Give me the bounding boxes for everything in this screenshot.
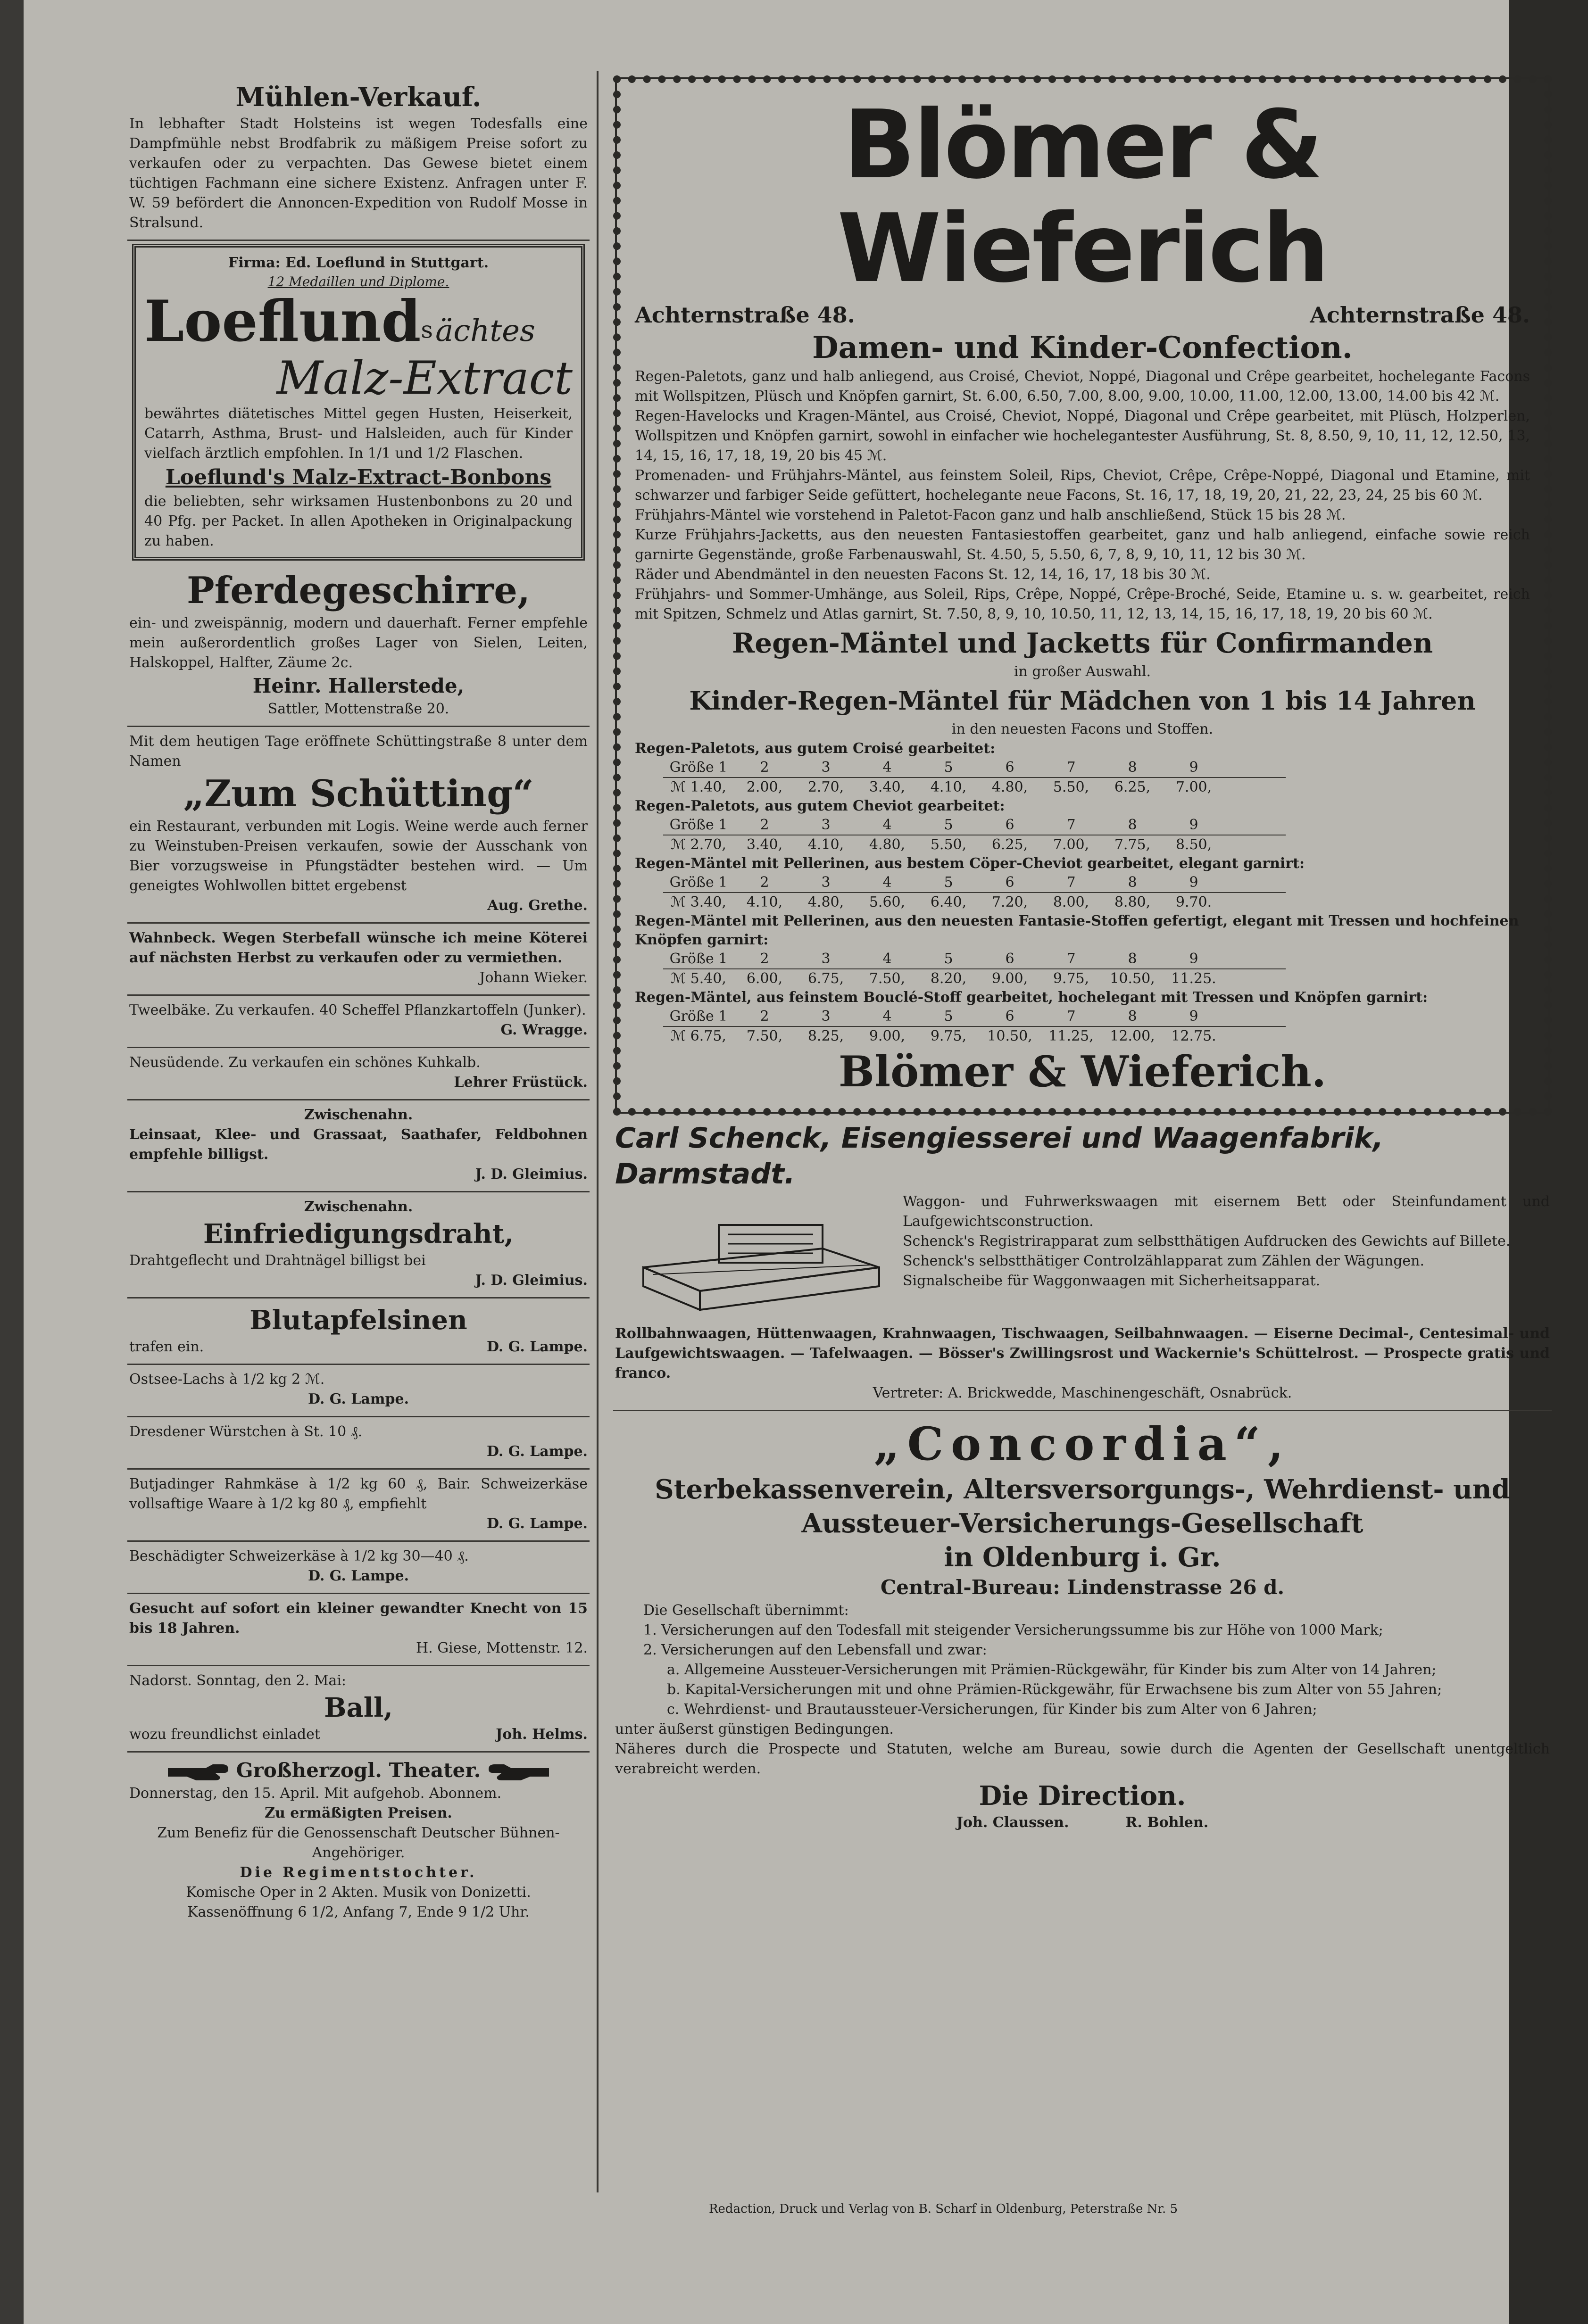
ad-row: [129, 1725, 588, 1745]
price-cell: 6.25,: [991, 836, 1028, 853]
price-table-label: Regen-Mäntel mit Pellerinen, aus den neuesten Fantasie-Stoffen gefertigt, elegant mit Tressen und hochfeinen Knöpfen garnirt:: [635, 913, 1519, 948]
ad-item: 1. Versicherungen auf den Todesfall mit steigender Versicherungssumme bis zur Höhe von 1000 Mark;: [643, 1622, 1383, 1638]
ad-text: Beschädigter Schweizerkäse à 1/2 kg 30—40 ₰.: [129, 1548, 469, 1564]
ad-lachs: [127, 1365, 590, 1417]
ad-neusuedende: [127, 1048, 590, 1100]
price-cell: 7.20,: [991, 894, 1028, 910]
size-cell: 6: [1005, 951, 1014, 967]
price-cell: 11.25.: [1171, 970, 1216, 987]
price-table-label: Regen-Mäntel, aus feinstem Bouclé-Stoff gearbeitet, hochelegant mit Tressen und Knöpfen garnirt:: [635, 989, 1428, 1006]
theater-line: Donnerstag, den 15. April. Mit aufgehob. Abonnem.: [129, 1785, 502, 1802]
address-right: Achternstraße 48.: [1310, 302, 1530, 328]
size-cell: 9: [1189, 951, 1198, 967]
size-cell: 8: [1128, 951, 1137, 967]
ad-kaese2: [127, 1542, 590, 1594]
ad-title: Pferdegeschirre,: [187, 569, 530, 612]
theater-line: Zu ermäßigten Preisen.: [265, 1805, 452, 1821]
ad-blutapfel: [127, 1298, 590, 1365]
ad-text: bewährtes diätetisches Mittel gegen Husten, Heiserkeit, Catarrh, Asthma, Brust- und Halsleiden, auch für Kinder vielfach ärztlich empfohlen. In 1/1 und 1/2 Flaschen.: [144, 405, 573, 462]
price-cell: 7.50,: [746, 1028, 783, 1044]
size-cell: Größe 1: [669, 759, 728, 776]
ad-bloemer-wieferich: [613, 75, 1552, 1116]
section-title: Damen- und Kinder-Confection.: [812, 330, 1353, 365]
size-cell: 4: [882, 951, 892, 967]
size-cell: 9: [1189, 1008, 1198, 1025]
size-cell: 2: [760, 951, 769, 967]
ad-firma: Firma: Ed. Loeflund in Stuttgart.: [228, 255, 489, 271]
price-cell: 8.25,: [807, 1028, 844, 1044]
ad-sig: D. G. Lampe.: [486, 1515, 588, 1532]
ad-text: Dresdener Würstchen à St. 10 ₰.: [129, 1423, 363, 1440]
ad-sig: H. Giese, Mottenstr. 12.: [416, 1640, 588, 1656]
ad-text: die beliebten, sehr wirksamen Hustenbonbons zu 20 und 40 Pfg. per Packet. In allen Apotheken in Originalpackung zu haben.: [144, 493, 573, 549]
ad-sig: Johann Wieker.: [479, 969, 588, 986]
size-cell: 3: [821, 759, 831, 776]
ad-place: Zwischenahn.: [304, 1199, 413, 1215]
ad-text: Wahnbeck. Wegen Sterbefall wünsche ich meine Köterei auf nächsten Herbst zu verkaufen oder zu vermiethen.: [129, 930, 588, 966]
ad-medals: 12 Medaillen und Diplome.: [267, 274, 449, 289]
ad-addr: Sattler, Mottenstraße 20.: [267, 701, 449, 717]
ad-title: „Concordia“,: [873, 1417, 1291, 1471]
price-cell: 6.00,: [746, 970, 783, 987]
pointing-hand-icon: [168, 1762, 229, 1781]
size-cell: Größe 1: [669, 817, 728, 833]
size-cell: 7: [1066, 874, 1076, 891]
price-cell: 7.75,: [1114, 836, 1151, 853]
ad-name: Heinr. Hallerstede,: [252, 674, 465, 697]
size-cell: 2: [760, 817, 769, 833]
price-table: [635, 797, 1530, 854]
ad-title: Carl Schenck, Eisengiesserei und Waagenfabrik, Darmstadt.: [615, 1122, 1384, 1191]
size-cell: 3: [821, 1008, 831, 1025]
ad-subitem: b. Kapital-Versicherungen mit und ohne Prämien-Rückgewähr, für Erwachsene bis zum Alter von 55 Jahren;: [667, 1681, 1442, 1698]
item-entry: Regen-Havelocks und Kragen-Mäntel, aus Croisé, Cheviot, Noppé, Diagonal und Crêpe gearbeitet, mit Plüsch, Holzperlen, Wollspitzen und Knöpfen garnirt, sowohl in einfacher wie hochelegantester Ausführung, St. 8, 8.50, 9, 10, 11, 12, 12.50, 13, 14, 15, 16, 17, 18, 19, 20 bis 45 ℳ.: [635, 408, 1530, 464]
ad-sig: D. G. Lampe.: [308, 1568, 409, 1584]
size-cell: 3: [821, 874, 831, 891]
price-cell: 4.10,: [746, 894, 783, 910]
size-cell: 2: [760, 874, 769, 891]
ad-text: ein Restaurant, verbunden mit Logis. Weine werde auch ferner zu Weinstuben-Preisen verkaufen, sowie der Ausschank von Bier vorzugsweise in Pfungstädter bestehen wird. — Um geneigtes Wohlwollen bittet ergebenst: [129, 818, 588, 894]
ad-title: Einfriedigungsdraht,: [203, 1218, 514, 1249]
size-cell: 5: [944, 1008, 953, 1025]
ad-subitem: a. Allgemeine Aussteuer-Versicherungen mit Prämien-Rückgewähr, für Kinder bis zum Alter von 14 Jahren;: [667, 1662, 1437, 1678]
column-divider: [597, 71, 599, 2192]
ad-subtitle: Sterbekassenverein, Altersversorgungs-, Wehrdienst- und: [655, 1474, 1510, 1505]
scale-illustration-icon: [624, 1197, 889, 1319]
ad-signatures: [615, 1813, 1550, 1833]
size-cell: 4: [882, 1008, 892, 1025]
size-cell: Größe 1: [669, 951, 728, 967]
ad-sig: Aug. Grethe.: [487, 897, 588, 914]
price-cell: 4.10,: [807, 836, 844, 853]
confirm-title: Regen-Mäntel und Jacketts für Confirmanden: [732, 627, 1433, 659]
price-cell: 5.60,: [869, 894, 906, 910]
price-table-sizes: [663, 1007, 1530, 1026]
price-table-sizes: [663, 816, 1530, 835]
price-cell: 3.40,: [869, 779, 906, 795]
item-list: [635, 367, 1530, 624]
ad-sig: J. D. Gleimius.: [475, 1166, 588, 1183]
size-cell: 9: [1189, 817, 1198, 833]
ad-address: [635, 301, 1530, 329]
ad-row: [129, 1337, 588, 1357]
ad-item: 2. Versicherungen auf den Lebensfall und zwar:: [643, 1642, 987, 1658]
item-entry: Räder und Abendmäntel in den neuesten Facons St. 12, 14, 16, 17, 18 bis 30 ℳ.: [635, 566, 1211, 583]
size-cell: 6: [1005, 759, 1014, 776]
price-table-prices: [663, 777, 1286, 797]
price-table-sizes: [663, 758, 1530, 777]
brand-sup: s: [421, 316, 433, 344]
price-cell: 4.80,: [869, 836, 906, 853]
ad-text: ein- und zweispännig, modern und dauerhaft. Ferner empfehle mein außerordentlich großes Lager von Sielen, Leiten, Halskoppel, Halfter, Zäume 2c.: [129, 615, 588, 671]
ad-ball: [127, 1666, 590, 1753]
size-cell: 7: [1066, 951, 1076, 967]
size-cell: 3: [821, 951, 831, 967]
price-cell: ℳ 3.40,: [671, 894, 726, 910]
theater-play: Die Regimentstochter.: [240, 1864, 477, 1881]
ad-intro: Die Gesellschaft übernimmt:: [643, 1602, 849, 1619]
price-cell: 12.75.: [1171, 1028, 1216, 1044]
ad-text: Schenck's Registrirapparat zum selbstthätigen Aufdrucken des Gewichts auf Billete.: [903, 1233, 1511, 1249]
ad-wuerstchen: [127, 1417, 590, 1470]
ad-sig: G. Wragge.: [500, 1022, 588, 1038]
price-cell: 7.00,: [1053, 836, 1089, 853]
size-cell: 5: [944, 874, 953, 891]
ad-text: Rollbahnwaagen, Hüttenwaagen, Krahnwaagen, Tischwaagen, Seilbahnwaagen. — Eiserne Decimal-, Centesimal- und Laufgewichtswaagen. — Tafelwaagen. — Bösser's Zwillingsrost und Wackernie's Schüttelrost. — Prospecte gratis und franco.: [615, 1325, 1550, 1381]
size-cell: 7: [1066, 759, 1076, 776]
size-cell: 2: [760, 1008, 769, 1025]
size-cell: 2: [760, 759, 769, 776]
price-cell: 5.50,: [930, 836, 967, 853]
price-table-prices: [663, 1026, 1286, 1046]
price-cell: 4.80,: [991, 779, 1028, 795]
ad-place: Zwischenahn.: [304, 1107, 413, 1123]
ad-bureau: Central-Bureau: Lindenstrasse 26 d.: [880, 1576, 1285, 1599]
price-table-prices: [663, 968, 1286, 988]
size-cell: 4: [882, 759, 892, 776]
size-cell: 8: [1128, 817, 1137, 833]
price-cell: 10.50,: [987, 1028, 1032, 1044]
ad-sig: D. G. Lampe.: [486, 1443, 588, 1460]
size-cell: 6: [1005, 817, 1014, 833]
size-cell: 8: [1128, 874, 1137, 891]
ad-loeflund: [132, 244, 585, 561]
price-cell: ℳ 5.40,: [671, 970, 726, 987]
size-cell: 5: [944, 759, 953, 776]
size-cell: 4: [882, 874, 892, 891]
theater-line: Kassenöffnung 6 1/2, Anfang 7, Ende 9 1/2 Uhr.: [187, 1904, 530, 1920]
ad-tweelbaeke: [127, 996, 590, 1048]
item-entry: Kurze Frühjahrs-Jacketts, aus den neuesten Fantasiestoffen gearbeitet, ganz und halb anliegend, einfache sowie reich garnirte Gegenstände, große Farbenauswahl, St. 4.50, 5, 5.50, 6, 7, 8, 9, 10, 11, 12 bis 30 ℳ.: [635, 527, 1530, 563]
price-table: [635, 912, 1530, 988]
price-table-label: Regen-Paletots, aus gutem Croisé gearbeitet:: [635, 740, 996, 757]
price-cell: 8.50,: [1175, 836, 1212, 853]
price-table: [635, 854, 1530, 912]
left-column: [127, 75, 590, 1929]
ad-text: Schenck's selbstthätiger Controlzählapparat zum Zählen der Wägungen.: [903, 1253, 1425, 1269]
ad-text: In lebhafter Stadt Holsteins ist wegen Todesfalls eine Dampfmühle nebst Brodfabrik zu mäßigem Preise sofort zu verkaufen oder zu verpachten. Das Gewese bietet einem tüchtigen Fachmann eine sichere Existenz. Anfragen unter F. W. 59 befördert die Annoncen-Expedition von Rudolf Mosse in Stralsund.: [129, 116, 588, 231]
ad-title: Blutapfelsinen: [249, 1305, 467, 1336]
item-entry: Frühjahrs- und Sommer-Umhänge, aus Soleil, Rips, Crêpe, Noppé, Crêpe-Broché, Seide, Etamine u. s. w. gearbeitet, reich mit Spitzen, Schmelz und Atlas garnirt, St. 7.50, 8, 9, 10, 10.50, 11, 12, 13, 14, 15, 16, 17, 18, 19, 20 bis 60 ℳ.: [635, 586, 1530, 622]
size-cell: 6: [1005, 874, 1014, 891]
price-cell: 12.00,: [1110, 1028, 1155, 1044]
price-cell: 2.00,: [746, 779, 783, 795]
ad-kaese: [127, 1470, 590, 1542]
price-cell: 3.40,: [746, 836, 783, 853]
size-cell: 4: [882, 817, 892, 833]
price-cell: ℳ 6.75,: [671, 1028, 726, 1044]
product-name: Malz-Extract: [276, 352, 573, 405]
ad-schenck: [613, 1116, 1552, 1411]
size-cell: 9: [1189, 759, 1198, 776]
price-cell: 10.50,: [1110, 970, 1155, 987]
ad-text: Drahtgeflecht und Drahtnägel billigst bei: [129, 1252, 426, 1269]
address-left: Achternstraße 48.: [635, 302, 855, 328]
ad-theater: [127, 1753, 590, 1929]
ad-text: Tweelbäke. Zu verkaufen. 40 Scheffel Pflanzkartoffeln (Junker).: [129, 1002, 586, 1018]
ad-sig: Joh. Claussen.: [956, 1814, 1069, 1831]
brand-echt: ächtes: [435, 314, 535, 348]
item-entry: Frühjahrs-Mäntel wie vorstehend in Paletot-Facon ganz und halb anschließend, Stück 15 bis 28 ℳ.: [635, 507, 1346, 523]
ad-concordia: [613, 1411, 1552, 1839]
theater-title: Großherzogl. Theater.: [236, 1759, 481, 1782]
ad-more: Näheres durch die Prospecte und Statuten, welche am Bureau, sowie durch die Agenten der Gesellschaft unentgeltlich verabreicht werden.: [615, 1741, 1550, 1777]
kinder-sub: in den neuesten Facons und Stoffen.: [951, 721, 1214, 737]
ad-text: Gesucht auf sofort ein kleiner gewandter Knecht von 15 bis 18 Jahren.: [129, 1600, 588, 1637]
ad-sig: R. Bohlen.: [1125, 1814, 1209, 1831]
price-cell: 8.80,: [1114, 894, 1151, 910]
item-entry: Regen-Paletots, ganz und halb anliegend, aus Croisé, Cheviot, Noppé, Diagonal und Crêpe gearbeitet, hochelegante Facons mit Wollspitzen, Plüsch und Knöpfen garnirt, St. 6.00, 6.50, 7.00, 8.00, 9.00, 10.00, 11.00, 12.00, 13.00, 14.00 bis 42 ℳ.: [635, 368, 1530, 405]
ad-sig: Lehrer Früstück.: [454, 1074, 588, 1091]
theater-line: Komische Oper in 2 Akten. Musik von Donizetti.: [186, 1884, 531, 1901]
price-cell: 4.10,: [930, 779, 967, 795]
ad-sig: D. G. Lampe.: [308, 1391, 409, 1407]
price-table-label: Regen-Paletots, aus gutem Cheviot gearbeitet:: [635, 798, 1005, 814]
ad-signature: Blömer & Wieferich.: [838, 1047, 1327, 1097]
ad-zwischenahn-saat: [127, 1100, 590, 1192]
price-cell: 7.50,: [869, 970, 906, 987]
ad-knecht: [127, 1594, 590, 1666]
price-table-sizes: [663, 950, 1530, 968]
right-column: [613, 75, 1552, 1839]
price-cell: 6.75,: [807, 970, 844, 987]
price-table-sizes: [663, 873, 1530, 892]
size-cell: 8: [1128, 759, 1137, 776]
price-cell: 2.70,: [807, 779, 844, 795]
ad-sig: Joh. Helms.: [496, 1726, 588, 1743]
ad-text: Ostsee-Lachs à 1/2 kg 2 ℳ.: [129, 1371, 325, 1388]
price-tables: [635, 739, 1530, 1046]
confirm-sub: in großer Auswahl.: [1014, 663, 1151, 680]
price-cell: 9.75,: [1053, 970, 1089, 987]
ad-text: trafen ein.: [129, 1339, 204, 1355]
size-cell: 9: [1189, 874, 1198, 891]
ad-text: Signalscheibe für Waggonwaagen mit Sicherheitsapparat.: [903, 1273, 1321, 1289]
price-cell: 9.00,: [991, 970, 1028, 987]
price-cell: 8.20,: [930, 970, 967, 987]
ad-title: „Zum Schütting“: [183, 772, 534, 815]
ad-muehle: [127, 75, 590, 241]
ad-text: Leinsaat, Klee- und Grassaat, Saathafer, Feldbohnen empfehle billigst.: [129, 1126, 588, 1163]
ad-wahnbeck: [127, 924, 590, 996]
size-cell: 7: [1066, 1008, 1076, 1025]
size-cell: 5: [944, 817, 953, 833]
brand-line: [144, 288, 573, 355]
pointing-hand-icon: [488, 1762, 549, 1781]
ad-text: Neusüdende. Zu verkaufen ein schönes Kuhkalb.: [129, 1054, 481, 1071]
ad-subitem: c. Wehrdienst- und Brautaussteuer-Versicherungen, für Kinder bis zum Alter von 6 Jahren;: [667, 1701, 1317, 1718]
ad-title: Blömer & Wieferich: [837, 90, 1328, 304]
size-cell: Größe 1: [669, 874, 728, 891]
price-cell: 6.40,: [930, 894, 967, 910]
ad-text: Waggon- und Fuhrwerkswaagen mit eisernem Bett oder Steinfundament und Laufgewichtsconstruction.: [903, 1193, 1550, 1230]
ad-direction: Die Direction.: [979, 1780, 1186, 1811]
price-cell: 5.50,: [1053, 779, 1089, 795]
size-cell: 5: [944, 951, 953, 967]
ad-sig: J. D. Gleimius.: [475, 1272, 588, 1289]
price-cell: ℳ 2.70,: [671, 836, 726, 853]
price-cell: 4.80,: [807, 894, 844, 910]
price-cell: 9.75,: [930, 1028, 967, 1044]
size-cell: 3: [821, 817, 831, 833]
ad-rep: Vertreter: A. Brickwedde, Maschinengeschäft, Osnabrück.: [873, 1385, 1292, 1401]
price-cell: 9.00,: [869, 1028, 906, 1044]
ad-zwischenahn-draht: [127, 1192, 590, 1298]
price-table-prices: [663, 892, 1286, 912]
theater-header: [129, 1757, 588, 1784]
price-table: [635, 988, 1530, 1046]
ad-title: Mühlen-Verkauf.: [235, 82, 482, 113]
bonbons-title: Loeflund's Malz-Extract-Bonbons: [165, 465, 552, 489]
ad-invite: wozu freundlichst einladet: [129, 1726, 320, 1743]
price-cell: 9.70.: [1175, 894, 1212, 910]
ad-pferde: [127, 563, 590, 727]
item-entry: Promenaden- und Frühjahrs-Mäntel, aus feinstem Soleil, Rips, Cheviot, Crêpe, Crêpe-Noppé, Diagonal und Etamine, mit schwarzer und farbiger Seide gefüttert, hochelegante neue Facons, St. 16, 17, 18, 19, 20, 21, 22, 23, 24, 25 bis 60 ℳ.: [635, 467, 1530, 504]
ad-cond: unter äußerst günstigen Bedingungen.: [615, 1721, 894, 1737]
ad-subtitle: Aussteuer-Versicherungs-Gesellschaft: [801, 1508, 1364, 1539]
ad-subtitle: in Oldenburg i. Gr.: [944, 1542, 1221, 1573]
brand-name: Loeflund: [144, 288, 421, 355]
ad-sig: D. G. Lampe.: [486, 1339, 588, 1355]
price-cell: 7.00,: [1175, 779, 1212, 795]
size-cell: 7: [1066, 817, 1076, 833]
kinder-title: Kinder-Regen-Mäntel für Mädchen von 1 bis 14 Jahren: [689, 686, 1476, 716]
page-footer: Redaction, Druck und Verlag von B. Scharf in Oldenburg, Peterstraße Nr. 5: [708, 2202, 1178, 2216]
ad-text: Nadorst. Sonntag, den 2. Mai:: [129, 1672, 347, 1689]
price-table-prices: [663, 835, 1286, 854]
ad-title: Ball,: [324, 1692, 393, 1723]
size-cell: 6: [1005, 1008, 1014, 1025]
ad-schuetting: [127, 727, 590, 924]
price-cell: 11.25,: [1048, 1028, 1094, 1044]
price-table: [635, 739, 1530, 797]
ad-intro: Mit dem heutigen Tage eröffnete Schüttingstraße 8 unter dem Namen: [129, 733, 588, 769]
theater-line: Zum Benefiz für die Genossenschaft Deutscher Bühnen-Angehöriger.: [157, 1825, 560, 1861]
price-table-label: Regen-Mäntel mit Pellerinen, aus bestem Cöper-Cheviot gearbeitet, elegant garnirt:: [635, 855, 1305, 872]
size-cell: 8: [1128, 1008, 1137, 1025]
price-cell: 6.25,: [1114, 779, 1151, 795]
ad-text: Butjadinger Rahmkäse à 1/2 kg 60 ₰, Bair. Schweizerkäse vollsaftige Waare à 1/2 kg 80 ₰, empfiehlt: [129, 1476, 588, 1512]
size-cell: Größe 1: [669, 1008, 728, 1025]
price-cell: 8.00,: [1053, 894, 1089, 910]
price-cell: ℳ 1.40,: [671, 779, 726, 795]
